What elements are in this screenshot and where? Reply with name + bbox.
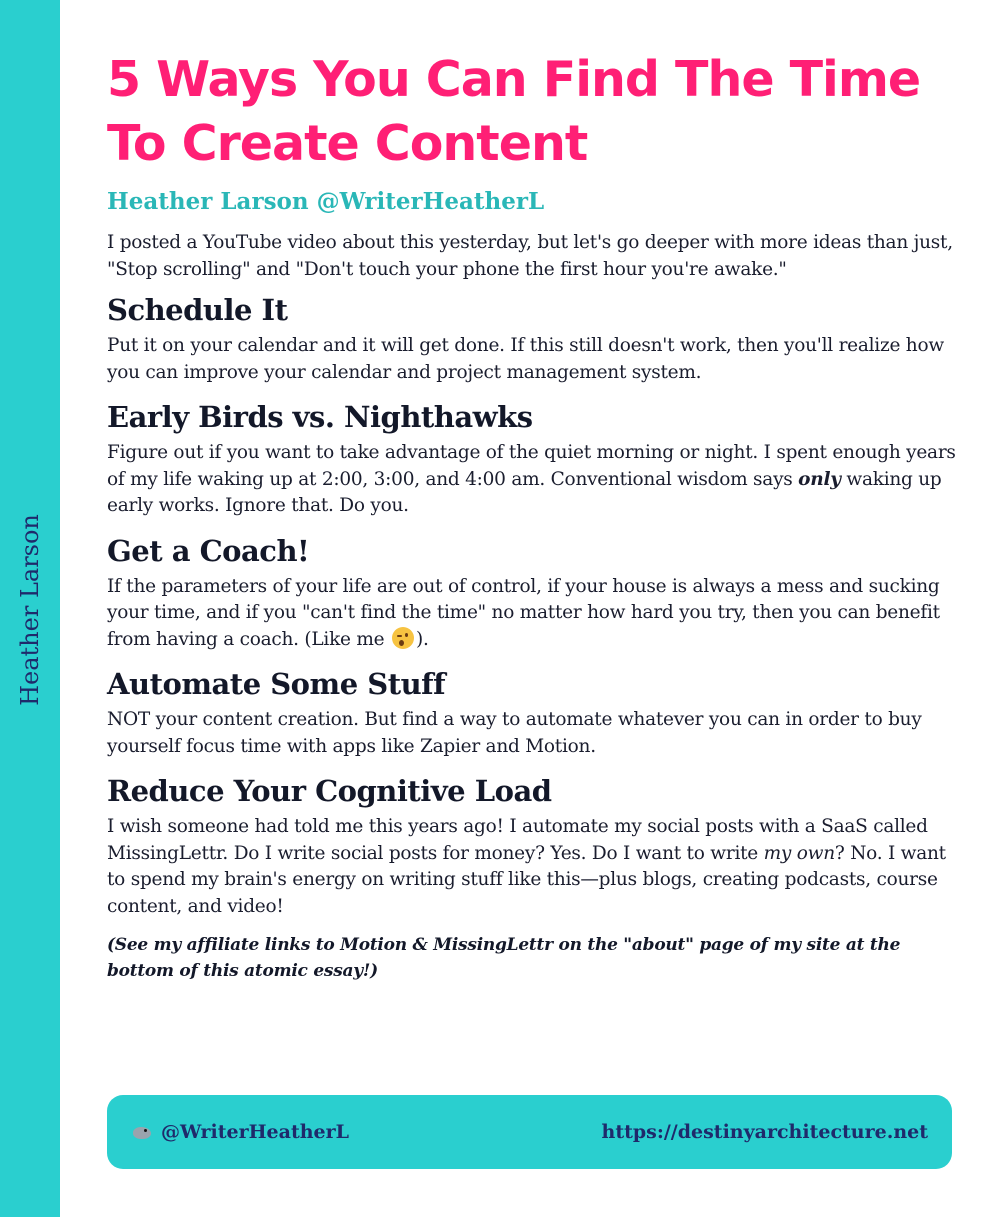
body-text: waking up early works. Ignore that. Do you.	[107, 468, 942, 516]
footer-bar	[107, 1095, 952, 1169]
section-body: Put it on your calendar and it will get done. If this still doesn't work, then you'll realize how you can improve your calendar and project management system.	[107, 335, 944, 383]
bird-icon	[131, 1124, 153, 1140]
section-schedule-it	[107, 291, 957, 386]
section-heading: Automate Some Stuff	[107, 667, 446, 701]
section-heading: Reduce Your Cognitive Load	[107, 774, 552, 808]
footer-handle[interactable]: @WriterHeatherL	[161, 1121, 349, 1143]
section-heading: Schedule It	[107, 293, 288, 327]
body-text: If the parameters of your life are out of control, if your house is always a mess and sucking your time, and if you "can't find the time" no matter how hard you try, then you can benefit from having a coach. (Like me	[107, 575, 940, 650]
emphasis-text: only	[798, 468, 841, 490]
section-automate	[107, 665, 957, 760]
footer-url-link[interactable]: https://destinyarchitecture.net	[601, 1121, 928, 1143]
winking-face-icon	[392, 627, 414, 649]
section-body	[107, 574, 957, 654]
body-text: I wish someone had told me this years ago! I automate my social posts with a SaaS called MissingLettr. Do I write social posts for money? Yes. Do I want to write	[107, 816, 928, 864]
section-body: NOT your content creation. But find a way to automate whatever you can in order to buy yourself focus time with apps like Zapier and Motion.	[107, 709, 922, 757]
section-heading: Early Birds vs. Nighthawks	[107, 400, 533, 434]
body-text: Figure out if you want to take advantage of the quiet morning or night. I spent enough years of my life waking up at 2:00, 3:00, and 4:00 am. Conventional wisdom says	[107, 442, 956, 490]
section-heading: Get a Coach!	[107, 533, 310, 568]
footer-handle-group[interactable]	[131, 1121, 349, 1143]
section-get-a-coach	[107, 532, 957, 654]
body-text: ? No. I want to spend my brain's energy on writing stuff like this—plus blogs, creating podcasts, course content, and video!	[107, 842, 946, 917]
emphasis-text: my own	[763, 842, 835, 864]
essay-title: 5 Ways You Can Find The Time To Create Content	[107, 51, 921, 172]
sidebar	[0, 0, 60, 1217]
section-body	[107, 814, 957, 920]
author-byline: Heather Larson @WriterHeatherL	[107, 188, 545, 215]
sidebar-author-label: Heather Larson	[16, 514, 44, 706]
affiliate-note: (See my affiliate links to Motion & MissingLettr on the "about" page of my site at the bottom of this atomic essay!)	[107, 935, 901, 981]
essay-content	[107, 48, 957, 984]
section-body	[107, 440, 957, 520]
body-text: ).	[416, 628, 429, 650]
intro-paragraph: I posted a YouTube video about this yesterday, but let's go deeper with more ideas than just, "Stop scrolling" and "Don't touch your phone the first hour you're awake."	[107, 232, 953, 280]
section-cognitive-load	[107, 772, 957, 920]
section-early-birds	[107, 398, 957, 520]
